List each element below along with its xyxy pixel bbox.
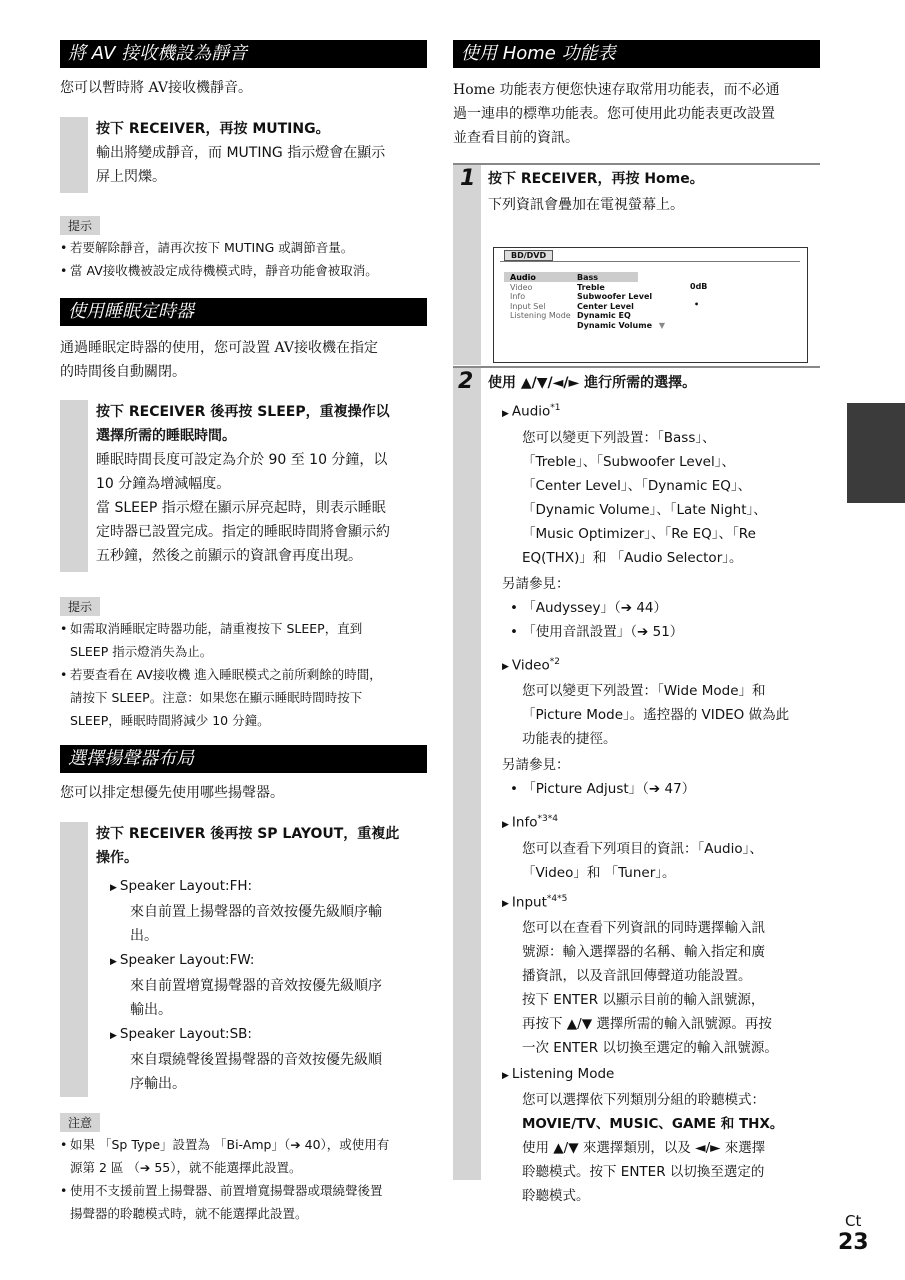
speaker-notes xyxy=(60,1133,435,1225)
speaker-note-label: 注意 xyxy=(60,1112,100,1132)
audio-item: ▶ Audio$^{*1}$ xyxy=(502,403,561,420)
section-title-sleep: 使用睡眠定時器 xyxy=(60,298,427,326)
input-item: ▶ Input$^{*4*5}$ xyxy=(502,893,568,910)
osd-menu-audio[interactable]: Audio xyxy=(510,273,536,282)
page-number: 23 xyxy=(838,1230,869,1255)
speaker-note-2: • 使用不支援前置上揚聲器、前置增寬揚聲器或環繞聲後置 揚聲器的聆聽模式時，就不能選擇此設置。 xyxy=(60,1179,435,1225)
sleep-step-body-4: 定時器已設置完成。指定的睡眠時間將會顯示約 xyxy=(96,524,390,540)
info-desc: 您可以查看下列項目的資訊：「Audio」、 「Video」和 「Tuner」。 xyxy=(522,840,763,881)
sleep-step-head-2: 選擇所需的睡眠時間。 xyxy=(96,428,236,444)
step1-divider xyxy=(453,163,820,165)
step1-bar xyxy=(453,165,481,365)
mute-step-body-1: 輸出將變成靜音，而 MUTING 指示燈會在顯示 xyxy=(96,145,386,161)
listening-desc: 您可以選擇依下列類別分組的聆聽模式： MOVIE/TV、MUSIC、GAME 和 THX。 使用 ▲/▼ 來選擇類別，以及 ◄/► 來選擇 聆聽模式。按下 ENTER 以切換至選定的 聆聽模式。 xyxy=(522,1092,784,1204)
language-code: Ct xyxy=(845,1212,862,1230)
osd-dot: • xyxy=(694,300,700,309)
mute-step-body-2: 屏上閃爍。 xyxy=(96,169,166,185)
step2-head: 使用 ▲/▼/◄/► 進行所需的選擇。 xyxy=(488,375,697,391)
osd-down-arrow-icon: ▼ xyxy=(658,320,665,330)
sleep-step-body-5: 五秒鐘，然後之前顯示的資訊會再度出現。 xyxy=(96,548,362,564)
section-title-home: 使用 Home 功能表 xyxy=(453,40,820,68)
sleep-tip-1: • 如需取消睡眠定時器功能，請重複按下 SLEEP，直到 SLEEP 指示燈消失為止。 xyxy=(60,617,435,663)
speaker-intro: 您可以排定想優先使用哪些揚聲器。 xyxy=(60,785,284,801)
sleep-step-body-3: 當 SLEEP 指示燈在顯示屏亮起時，則表示睡眠 xyxy=(96,500,386,516)
sleep-step-body-1: 睡眠時間長度可設定為介於 90 至 10 分鐘，以 xyxy=(96,452,388,468)
speaker-note-1: • 如果 「Sp Type」設置為 「Bi-Amp」（➔ 40），或使用有 源第 2 區 （➔ 55），就不能選擇此設置。 xyxy=(60,1133,435,1179)
mute-step xyxy=(60,117,430,193)
sleep-tip-2: • 若要查看在 AV接收機 進入睡眠模式之前所剩餘的時間， 請按下 SLEEP。注意：如果您在顯示睡眠時間時按下 SLEEP，睡眠時間將減少 10 分鐘。 xyxy=(60,663,435,732)
osd-tab-line xyxy=(500,261,800,262)
video-item: ▶ Video$^{*2}$ xyxy=(502,656,560,673)
info-item: ▶ Info$^{*3*4}$ xyxy=(502,814,558,831)
speaker-layout-fw: ▶ Speaker Layout:FW: xyxy=(110,952,255,968)
mute-tip-2: • 當 AV接收機被設定成待機模式時，靜音功能會被取消。 xyxy=(60,259,430,282)
osd-value: 0dB xyxy=(690,282,708,291)
sleep-step-head-1: 按下 RECEIVER 後再按 SLEEP，重複操作以 xyxy=(96,404,390,420)
mute-tip-1: • 若要解除靜音，請再次按下 MUTING 或調節音量。 xyxy=(60,236,430,259)
video-desc: 您可以變更下列設置：「Wide Mode」和 「Picture Mode」。遙控器的 VIDEO 做為此 功能表的捷徑。 xyxy=(522,683,790,747)
speaker-step-head-2: 操作。 xyxy=(96,850,138,866)
speaker-layout-sb-desc: 來自環繞聲後置揚聲器的音效按優先級順 序輸出。 xyxy=(130,1052,382,1092)
speaker-layout-fh-desc: 來自前置上揚聲器的音效按優先級順序輸 出。 xyxy=(130,904,382,944)
osd-menu-video[interactable]: Video xyxy=(510,282,533,292)
sleep-step-body-2: 10 分鐘為增減幅度。 xyxy=(96,476,231,492)
speaker-layout-sb: ▶ Speaker Layout:SB: xyxy=(110,1026,252,1042)
sleep-intro: 通過睡眠定時器的使用，您可設置 AV接收機在指定 的時間後自動關閉。 xyxy=(60,340,378,380)
mute-tip-label: 提示 xyxy=(60,215,100,235)
osd-menu-listening[interactable]: Listening Mode xyxy=(510,311,571,320)
speaker-layout-fw-desc: 來自前置增寬揚聲器的音效按優先級順序 輸出。 xyxy=(130,978,382,1018)
step1-number: 1 xyxy=(460,166,476,191)
home-items xyxy=(502,396,822,1208)
video-refs: • 「Picture Adjust」（➔ 47） xyxy=(510,781,696,797)
section-title-speaker: 選擇揚聲器布局 xyxy=(60,745,427,773)
step2-divider xyxy=(453,366,820,368)
osd-menu-input[interactable]: Input Sel xyxy=(510,301,546,311)
input-desc: 您可以在查看下列資訊的同時選擇輸入訊 號源：輸入選擇器的名稱、輸入指定和廣 播資訊，以及音訊回傳聲道功能設置。 按下 ENTER 以顯示目前的輸入訊號源， 再按下 ▲/▼ 選擇所需的輸入訊號源。再按 一次 ENTER 以切換至選定的輸入訊號源。 xyxy=(522,920,778,1056)
chapter-tab xyxy=(847,403,905,503)
osd-menu xyxy=(510,273,571,321)
audio-refs: • 「Audyssey」（➔ 44） • 「使用音訊設置」（➔ 51） xyxy=(510,599,684,640)
home-intro: Home 功能表方便您快速存取常用功能表，而不必通 過一連串的標準功能表。您可使用此功能表更改設置 並查看目前的資訊。 xyxy=(453,82,780,146)
osd-submenu: Bass Treble Subwoofer Level Center Level Dynamic EQ Dynamic Volume ▼ xyxy=(577,273,665,330)
section-title-mute: 將 AV 接收機設為靜音 xyxy=(60,40,427,68)
step2-bar xyxy=(453,368,481,1180)
mute-step-head: 按下 RECEIVER，再按 MUTING。 xyxy=(96,121,330,137)
mute-intro: 您可以暫時將 AV接收機靜音。 xyxy=(60,80,252,96)
step2-number: 2 xyxy=(458,369,474,394)
home-menu-screen xyxy=(493,247,808,363)
speaker-step-head-1: 按下 RECEIVER 後再按 SP LAYOUT，重複此 xyxy=(96,826,400,842)
osd-tab: BD/DVD xyxy=(504,250,553,261)
video-see: 另請參見： xyxy=(502,757,570,773)
audio-desc: 您可以變更下列設置：「Bass」、 「Treble」、「Subwoofer Level」、 「Center Level」、「Dynamic EQ」、 「Dynamic Volume」、「Late Night」、 「Music Optimizer」、「Re EQ」、「Re EQ(THX)」和 「Audio Selector」。 xyxy=(522,429,767,566)
speaker-step xyxy=(60,822,430,1097)
osd-menu-info[interactable]: Info xyxy=(510,292,526,301)
listening-item: ▶ Listening Mode xyxy=(502,1066,615,1082)
step1-text: 按下 RECEIVER，再按 Home。 下列資訊會疊加在電視螢幕上。 xyxy=(488,171,704,213)
speaker-layout-fh: ▶ Speaker Layout:FH: xyxy=(110,878,253,894)
sleep-step xyxy=(60,400,430,572)
audio-see: 另請參見： xyxy=(502,575,570,592)
sleep-tips xyxy=(60,617,435,732)
sleep-tip-label: 提示 xyxy=(60,596,100,616)
mute-tips xyxy=(60,236,430,282)
